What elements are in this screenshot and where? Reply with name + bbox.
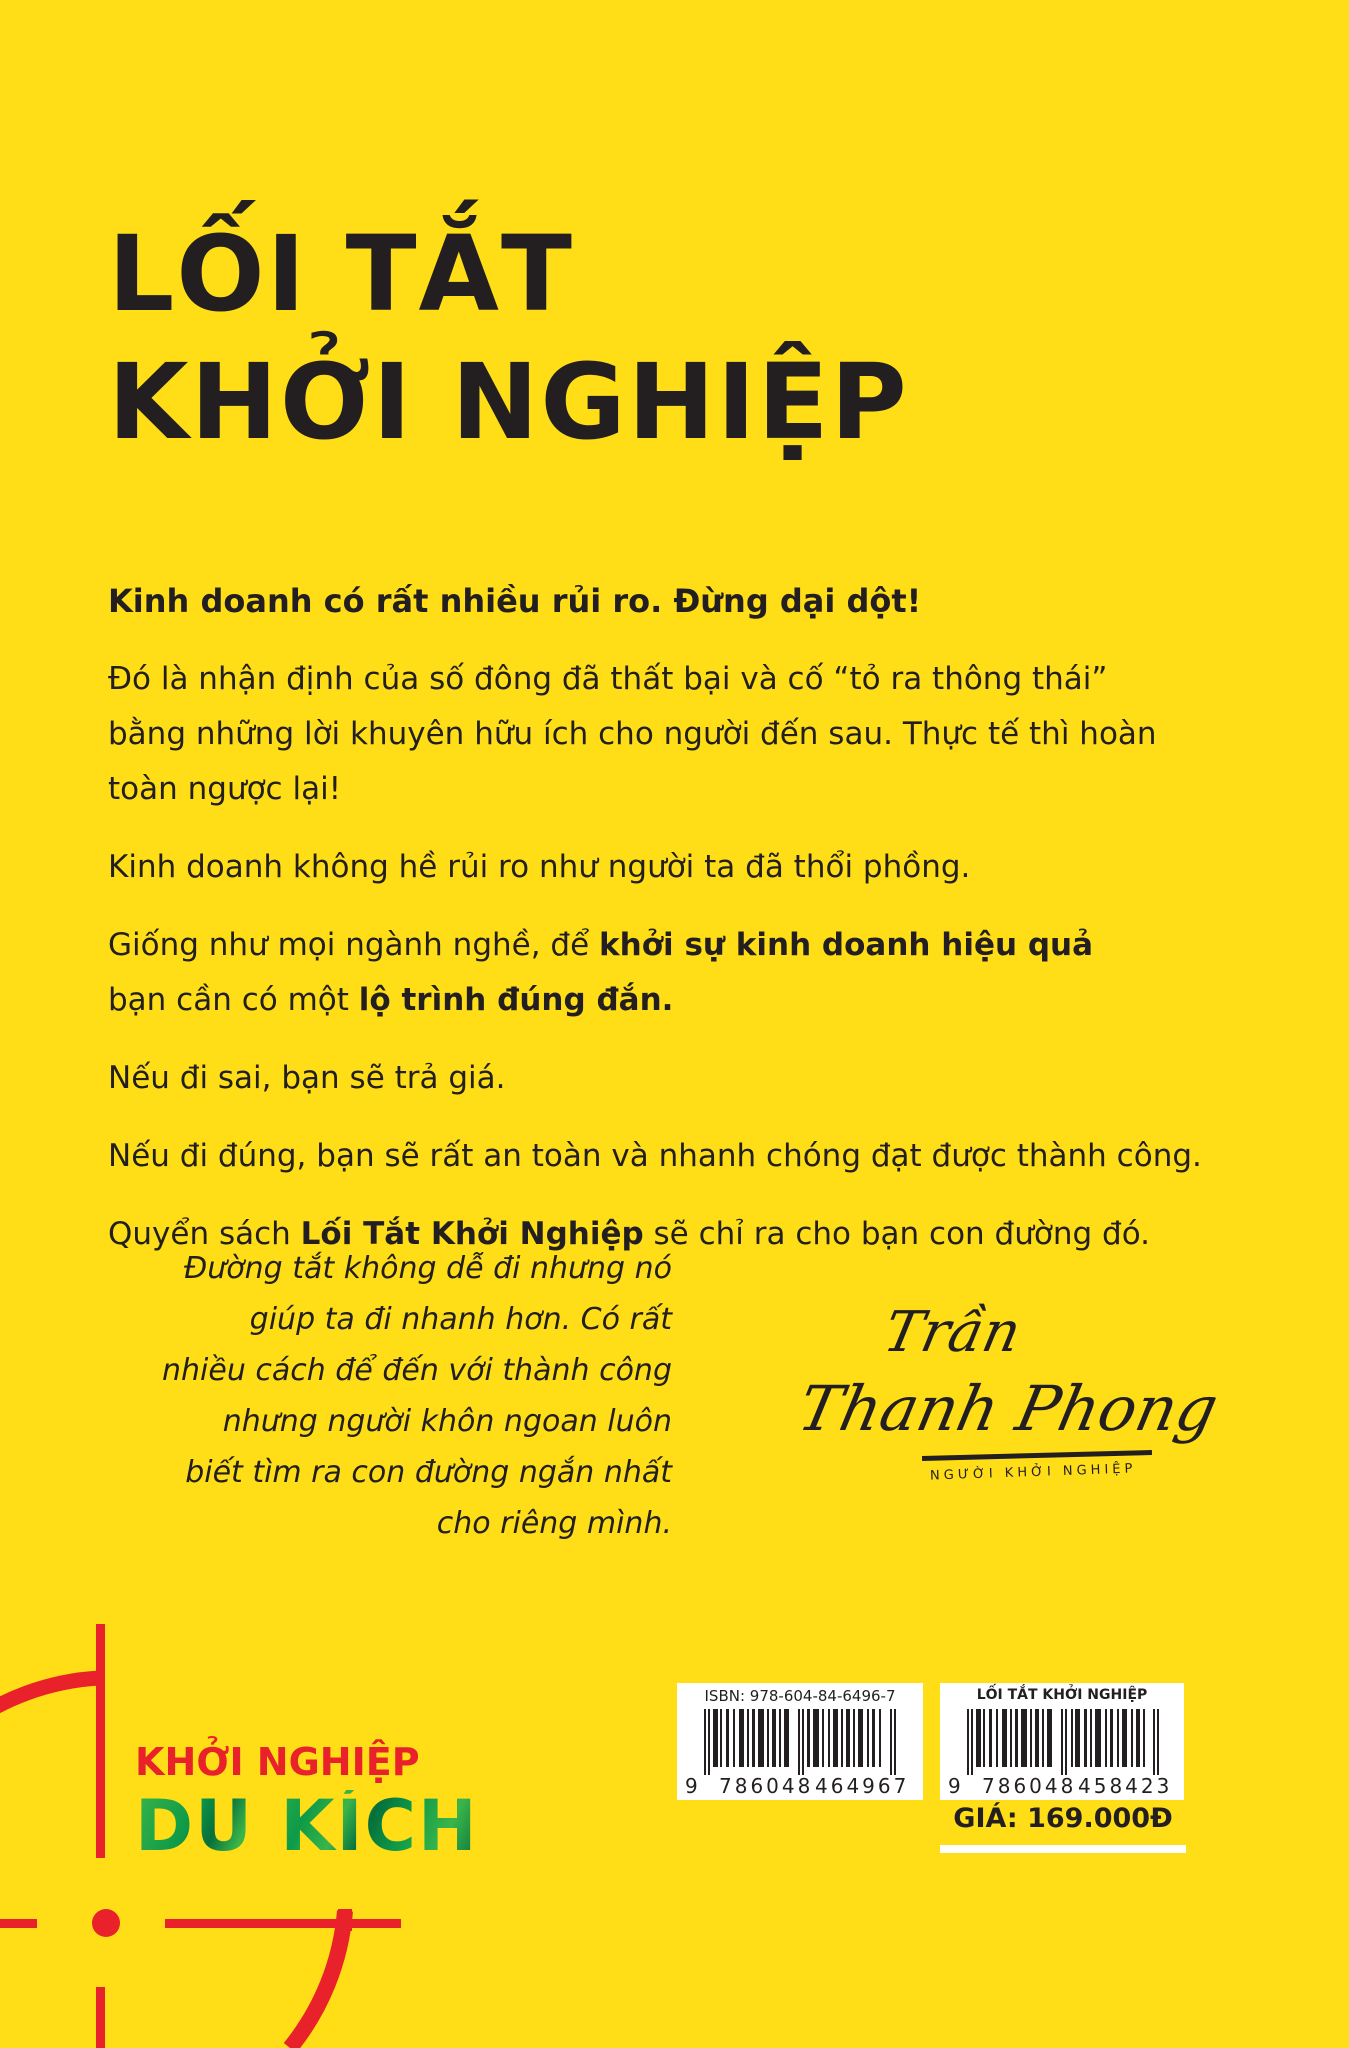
- quote-line: Đường tắt không dễ đi nhưng nó: [184, 1251, 672, 1286]
- blurb-paragraph-6: Quyển sách Lối Tắt Khởi Nghiệp sẽ chỉ ra cho bạn con đường đó.: [108, 1216, 1150, 1252]
- price-label: GIÁ: 169.000Đ: [953, 1803, 1173, 1834]
- blurb-paragraph-3: Giống như mọi ngành nghề, để khởi sự kinh doanh hiệu quả bạn cần có một lộ trình đúng đắn.: [108, 927, 1094, 1018]
- blurb-paragraph-5: Nếu đi đúng, bạn sẽ rất an toàn và nhanh chóng đạt được thành công.: [108, 1138, 1202, 1174]
- barcode-icon: [967, 1709, 1159, 1775]
- title-line-2: KHỞI NGHIỆP: [108, 341, 909, 463]
- title-line-1: LỐI TẮT: [108, 213, 574, 335]
- blurb-paragraph-4: Nếu đi sai, bạn sẽ trả giá.: [108, 1060, 506, 1096]
- quote-line: giúp ta đi nhanh hơn. Có rất: [249, 1302, 672, 1337]
- product-label: LỐI TẮT KHỞI NGHIỆP: [976, 1687, 1148, 1703]
- author-signature: [790, 1300, 1225, 1500]
- series-logo: [135, 1740, 479, 1867]
- author-quote: [120, 1243, 672, 1549]
- quote-line: nhưng người khôn ngoan luôn: [222, 1404, 672, 1439]
- signature-underline: [922, 1450, 1152, 1461]
- signature-name: Thanh Phong: [792, 1372, 1225, 1445]
- quote-line: cho riêng mình.: [436, 1506, 672, 1541]
- series-title-top: KHỞI NGHIỆP: [135, 1740, 420, 1784]
- book-title: [108, 210, 909, 466]
- isbn-label: ISBN: 978-604-84-6496-7: [704, 1687, 896, 1705]
- product-barcode: LỐI TẮT KHỞI NGHIỆP 9 786048 458423: [940, 1683, 1184, 1800]
- barcode-icon: [704, 1709, 896, 1775]
- blurb-lead: Kinh doanh có rất nhiều rủi ro. Đừng dại dột!: [108, 582, 922, 620]
- quote-line: biết tìm ra con đường ngắn nhất: [185, 1455, 672, 1490]
- series-title-bottom: DU KÍCH: [135, 1785, 479, 1867]
- price-underline: [940, 1845, 1186, 1853]
- isbn-barcode: ISBN: 978-604-84-6496-7 9 786048 464967: [677, 1683, 923, 1800]
- author-role: NGƯỜI KHỞI NGHIỆP: [929, 1461, 1137, 1484]
- quote-line: nhiều cách để đến với thành công: [162, 1353, 672, 1388]
- signature-first-name: Trần: [878, 1300, 1027, 1365]
- blurb: [108, 574, 1248, 1285]
- blurb-paragraph-2: Kinh doanh không hề rủi ro như người ta đã thổi phồng.: [108, 849, 971, 885]
- blurb-paragraph-1: Đó là nhận định của số đông đã thất bại và cố “tỏ ra thông thái” bằng những lời khuyên hữu ích cho người đến sau. Thực tế thì hoàn toàn ngược lại!: [108, 661, 1157, 807]
